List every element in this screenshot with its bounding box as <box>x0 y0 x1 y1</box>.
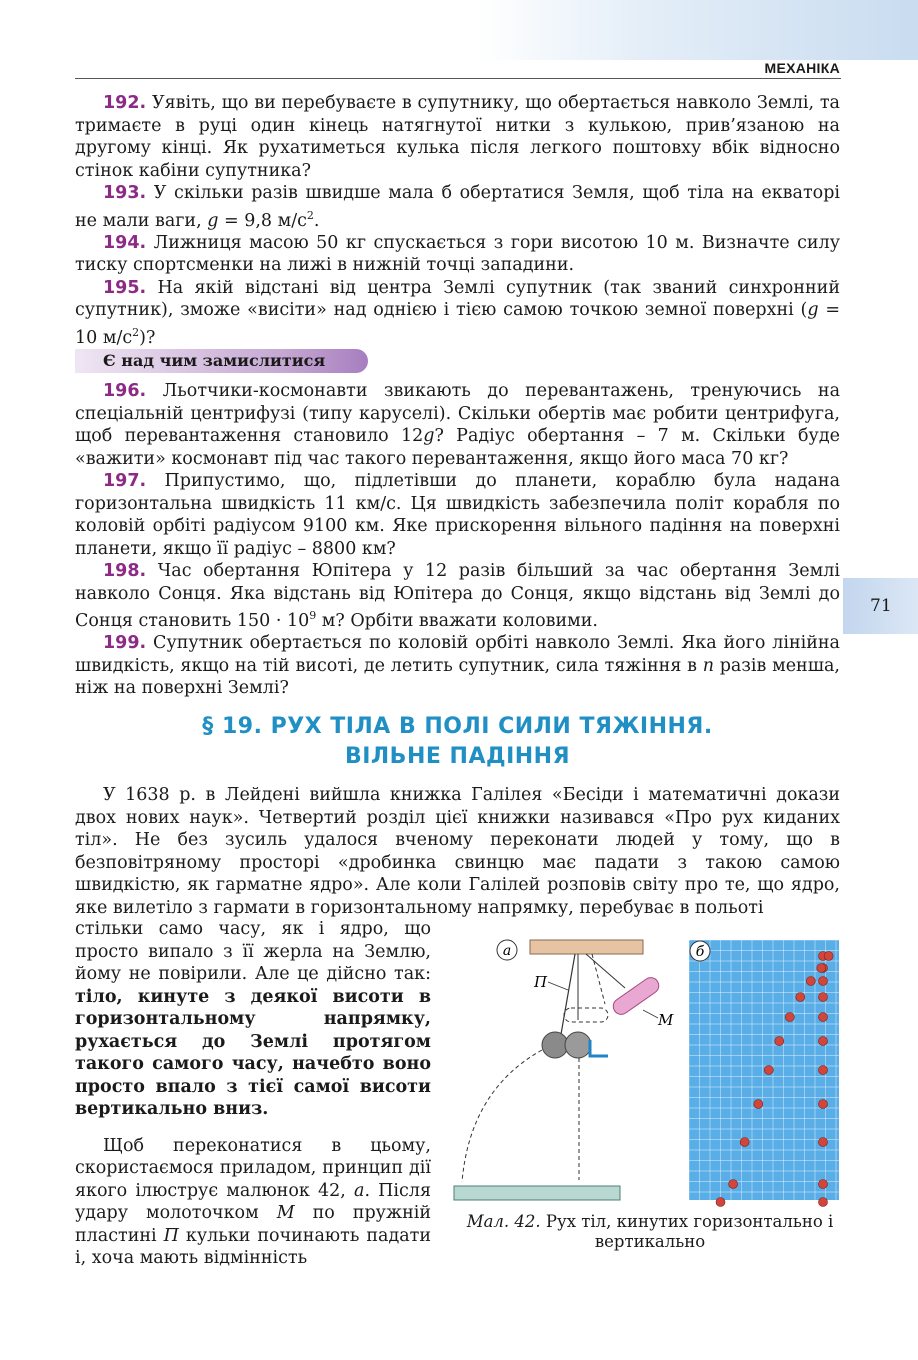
thrown-ball <box>806 977 815 986</box>
thrown-ball <box>775 1037 784 1046</box>
problem-text: Час обертання Юпітера у 12 разів більший за час обертання Землі навколо Сонця. Яка відстань від Юпітера до Сонця, якщо відстань від Землі до Сонця становить 150 · 10 <box>75 561 840 631</box>
falling-ball <box>819 1138 828 1147</box>
body-narrow-column <box>75 918 431 1270</box>
falling-ball <box>819 1100 828 1109</box>
paragraph-text: кульки починають падати і, хоча мають відмінність <box>75 1225 431 1268</box>
problem-text: Припустимо, що, підлетівши до планети, кораблю була надана горизонтальна швидкість 11 км/с. Ця швидкість забезпечила політ корабля по коловій орбіті радіусом 9100 км. Яке прискорення вільного падіння на поверхні планети, якщо її радіус – 8800 км? <box>75 471 840 559</box>
figure-ref: а <box>354 1180 365 1201</box>
problem-number: 193. <box>103 183 147 203</box>
paragraph-2 <box>75 1135 431 1270</box>
problem-text: Лижниця масою 50 кг спускається з гори висотою 10 м. Визначте силу тиску спортсменки на лижі в нижній точці западини. <box>75 232 840 276</box>
variable-g: g <box>423 426 435 446</box>
variable-P: П <box>163 1225 179 1246</box>
think-section-label: Є над чим замислитися <box>75 349 368 373</box>
problems-top <box>75 92 840 349</box>
problem-text: разів менша, ніж на поверхні Землі? <box>75 655 840 699</box>
paragraph-text: . Після удару молоточком <box>75 1180 431 1223</box>
problem-199 <box>75 632 840 700</box>
problem-text: Супутник обертається по коловій орбіті навколо Землі. Яка його лінійна швидкість, якщо на тій висоті, де летить супутник, сила тяжіння в <box>75 633 840 676</box>
problem-number: 197. <box>103 471 147 491</box>
leader-M <box>643 1010 658 1018</box>
falling-ball <box>819 1180 828 1189</box>
problem-number: 192. <box>103 93 147 113</box>
hammer-dashed-arm <box>592 954 605 1004</box>
problem-text: На якій відстані від центра Землі супутник (так званий синхронний супутник), зможе «висіти» над однією і тією самою точкою земної поверхні ( <box>75 277 840 321</box>
paragraph-text: Щоб переконатися в цьому, скористаємося приладом, принцип дії якого ілюструє малюнок 42, <box>75 1135 431 1201</box>
falling-ball <box>819 1013 828 1022</box>
page-number: 71 <box>870 596 892 616</box>
falling-ball <box>819 1198 828 1207</box>
section-heading <box>75 712 840 772</box>
thrown-ball <box>764 1066 773 1075</box>
thrown-ball <box>817 964 826 973</box>
heading-line-1: § 19. РУХ ТІЛА В ПОЛІ СИЛИ ТЯЖІННЯ. <box>202 714 713 739</box>
problem-text: = 10 м/с <box>75 300 840 348</box>
problem-197 <box>75 470 840 560</box>
problem-text: Льотчики-космонавти звикають до перевантажень, тренуючись на спеціальній центрифузі (типу каруселі). Скільки обертів має робити центрифуга, щоб перевантаження становило 12 <box>75 381 840 446</box>
top-mount <box>530 940 643 954</box>
label-M: М <box>658 1011 674 1029</box>
paragraph-text: по пружній пластині <box>75 1203 431 1246</box>
parabolic-trajectory <box>462 1050 542 1182</box>
spring-plate <box>560 954 575 1040</box>
variable-n: n <box>702 655 714 676</box>
problem-text: м? Орбіти вважати коловими. <box>316 610 598 631</box>
leader-P <box>548 982 568 990</box>
problem-number: 198. <box>103 561 147 581</box>
paragraph-text: У 1638 р. в Лейдені вийшла книжка Галілея «Бесіди і математичні докази двох нових наук». Четвертий розділ цієї книжки називався «Про рух киданих тіл». Не без зусиль удалося вченому переконати людей у тому, що в безповітряному просторі «дробинка свинцю має падати з такою самою швидкістю, як гарматне ядро». Але коли Галілей розповів світу про те, що ядро, яке вилетіло з гармати в горизонтальному напрямку, перебуває в польоті <box>75 785 840 918</box>
holder <box>590 1040 608 1056</box>
ball-vertical <box>565 1032 591 1058</box>
problem-number: 199. <box>103 633 147 654</box>
problem-193 <box>75 182 840 232</box>
thrown-ball <box>824 952 833 961</box>
photo-grid-panel <box>689 940 839 1207</box>
hammer-dashed-outline <box>564 1008 608 1022</box>
floor <box>454 1186 620 1200</box>
variable-M: М <box>276 1203 295 1223</box>
variable-g: g <box>207 210 219 231</box>
thrown-ball <box>716 1198 725 1207</box>
problems-think <box>75 380 840 700</box>
superscript: 2 <box>306 208 314 222</box>
problem-192 <box>75 92 840 182</box>
falling-ball <box>819 977 828 986</box>
paragraph-text: стільки само часу, як і ядро, що просто випало з її жерла на Землю, йому не повірили. Але це дійсно так: <box>75 919 431 984</box>
header-rule <box>75 78 841 79</box>
caption-label: Мал. 42. <box>466 1212 541 1231</box>
problem-195 <box>75 277 840 349</box>
key-statement: тіло, кинуте з деякої висоти в горизонтальному напрямку, рухається до Землі протягом такого самого часу, начебто воно просто впало з тієї самої висоти вертикально вниз. <box>75 986 431 1119</box>
problem-text: = 9,8 м/с <box>218 210 307 231</box>
problem-number: 195. <box>103 277 147 298</box>
problem-196 <box>75 380 840 470</box>
hammer-arm <box>586 954 625 988</box>
label-P: П <box>534 973 548 991</box>
problem-number: 196. <box>103 381 147 401</box>
problem-198 <box>75 560 840 632</box>
problem-194 <box>75 232 840 277</box>
page-top-gradient <box>0 0 918 60</box>
heading-line-2: ВІЛЬНЕ ПАДІННЯ <box>344 744 571 769</box>
problem-text: )? <box>139 327 156 348</box>
thrown-ball <box>785 1013 794 1022</box>
superscript: 2 <box>132 325 140 339</box>
running-header: МЕХАНІКА <box>764 60 840 76</box>
falling-ball <box>819 993 828 1002</box>
problem-text: ? Радіус обертання – 7 м. Скільки буде «важити» космонавт під час такого перевантаження, якщо його маса 70 кг? <box>75 426 840 469</box>
caption-text: Рух тіл, кинутих горизонтально і вертикально <box>540 1212 834 1251</box>
hammer-M <box>610 975 662 1018</box>
falling-ball <box>819 1037 828 1046</box>
problem-text: . <box>313 210 320 231</box>
thrown-ball <box>729 1180 738 1189</box>
label-b: б <box>695 944 705 960</box>
falling-ball <box>819 1066 828 1075</box>
variable-g: g <box>807 300 819 321</box>
thrown-ball <box>740 1138 749 1147</box>
problem-number: 194. <box>103 232 147 253</box>
problem-text: У скільки разів швидше мала б обертатися Земля, щоб тіла на екваторі не мали ваги, <box>75 183 840 231</box>
paragraph-continued <box>75 918 431 1121</box>
figure-42 <box>440 930 850 1210</box>
problem-text: Уявіть, що ви перебуваєте в супутнику, що обертається навколо Землі, та тримаєте в руці один кінець натягнутої нитки з кулькою, прив’язаною на другому кінці. Як рухатиметься кулька після легкого поштовху вбік відносно стінок кабіни супутника? <box>75 93 840 181</box>
body-paragraph-1 <box>75 784 840 919</box>
superscript: 9 <box>309 609 317 622</box>
figure-caption <box>450 1212 850 1252</box>
label-a: а <box>502 943 512 959</box>
thrown-ball <box>754 1100 763 1109</box>
thrown-ball <box>796 993 805 1002</box>
ball-horizontal <box>542 1032 568 1058</box>
